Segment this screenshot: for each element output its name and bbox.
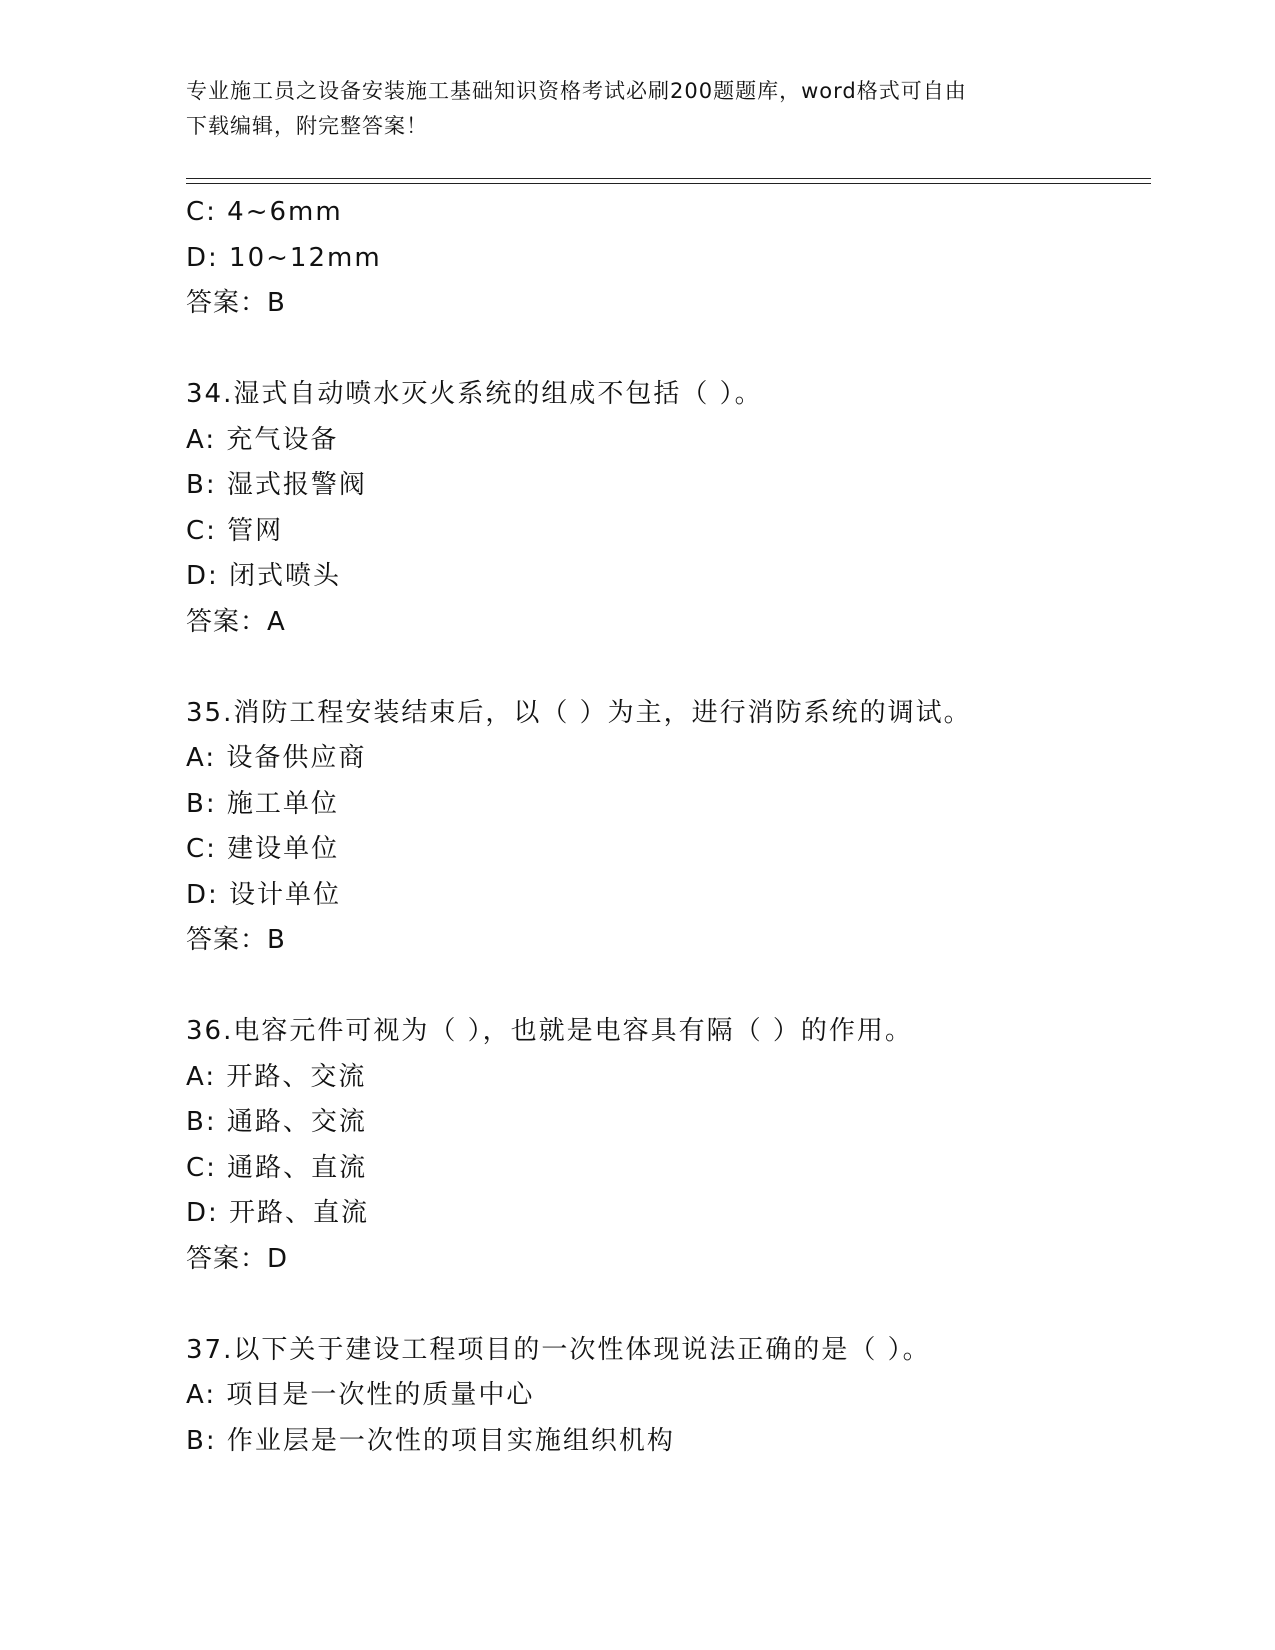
q37-stem: 37.以下关于建设工程项目的一次性体现说法正确的是（ ）。 (186, 1334, 931, 1365)
header-divider-top (186, 178, 1151, 179)
q35-option-d: D: 设计单位 (186, 879, 342, 910)
q33-answer: 答案：B (186, 288, 286, 318)
document-header (186, 74, 1066, 144)
q36-stem: 36.电容元件可视为（ ），也就是电容具有隔（ ）的作用。 (186, 1016, 913, 1046)
q36-option-d: D: 开路、直流 (186, 1198, 370, 1228)
header-line-1: 专业施工员之设备安装施工基础知识资格考试必刷200题题库，word格式可自由 (186, 79, 967, 103)
q35-answer: 答案：B (186, 925, 286, 955)
q35-option-c: C: 建设单位 (186, 834, 340, 864)
q34-answer: 答案：A (186, 606, 286, 637)
header-divider-bottom (186, 183, 1151, 184)
q34-option-b: B: 湿式报警阀 (186, 470, 367, 500)
q36-option-b: B: 通路、交流 (186, 1107, 367, 1137)
q35-stem: 35.消防工程安装结束后，以（ ）为主，进行消防系统的调试。 (186, 697, 972, 728)
q34-stem: 34.湿式自动喷水灭火系统的组成不包括（ ）。 (186, 379, 763, 409)
q35-option-a: A: 设备供应商 (186, 743, 367, 773)
q35-option-b: B: 施工单位 (186, 788, 339, 819)
q37-option-b: B: 作业层是一次性的项目实施组织机构 (186, 1425, 675, 1456)
q37-option-a: A: 项目是一次性的质量中心 (186, 1380, 535, 1410)
q36-option-c: C: 通路、直流 (186, 1152, 368, 1183)
q36-option-a: A: 开路、交流 (186, 1061, 367, 1092)
q34-option-a: A: 充气设备 (186, 424, 339, 455)
q36-answer: 答案：D (186, 1243, 289, 1274)
q33-option-d: D: 10~12mm (186, 242, 382, 273)
header-line-2: 下载编辑，附完整答案！ (186, 114, 428, 138)
q33-option-c: C: 4~6mm (186, 197, 343, 227)
question-list (186, 190, 1146, 1464)
q34-option-d: D: 闭式喷头 (186, 561, 342, 591)
q34-option-c: C: 管网 (186, 515, 284, 546)
